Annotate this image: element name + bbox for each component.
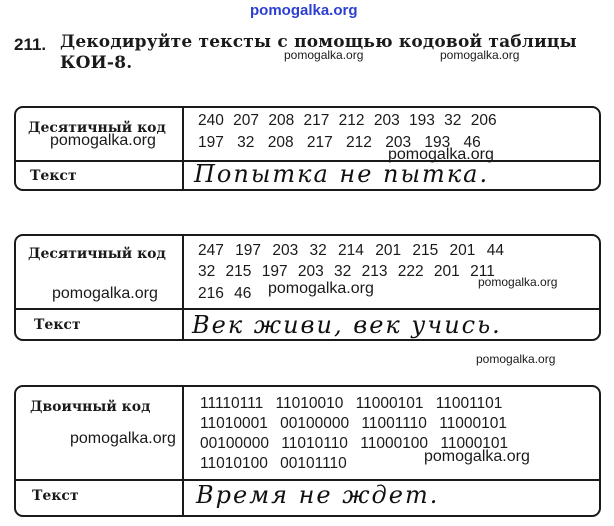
code-row: 11010100 00101110	[200, 455, 347, 472]
code-row: 240 207 208 217 212 203 193 32 206	[198, 112, 497, 129]
text-label: Текст	[32, 488, 79, 504]
decimal-code-header: Десятичный код	[28, 246, 166, 262]
watermark: pomogalka.org	[424, 448, 530, 465]
watermark: pomogalka.org	[284, 48, 364, 62]
code-row: 11110111 11010010 11000101 11001101	[200, 395, 503, 412]
task-instruction-cont: КОИ-8.	[60, 53, 133, 73]
task-instruction: Декодируйте тексты с помощью кодовой таблицы	[60, 32, 577, 52]
binary-code-header: Двоичный код	[30, 399, 151, 415]
column-divider	[182, 108, 184, 189]
watermark: pomogalka.org	[478, 275, 558, 289]
watermark: pomogalka.org	[440, 48, 520, 62]
code-row: 247 197 203 32 214 201 215 201 44	[198, 242, 504, 259]
code-row: 197 32 208 217 212 203 193 46	[198, 134, 481, 151]
code-row: 11010001 00100000 11001110 11000101	[200, 415, 508, 432]
watermark: pomogalka.org	[52, 285, 158, 302]
handwritten-answer: Время не ждет.	[196, 481, 440, 509]
watermark: pomogalka.org	[476, 352, 556, 366]
text-label: Текст	[30, 168, 77, 184]
code-row: 216 46	[198, 285, 252, 302]
watermark: pomogalka.org	[388, 146, 494, 163]
column-divider	[182, 387, 184, 515]
row-divider	[16, 308, 599, 310]
watermark: pomogalka.org	[70, 430, 176, 447]
task-number: 211.	[14, 35, 47, 54]
watermark: pomogalka.org	[50, 132, 156, 149]
decimal-code-header: Десятичный код	[28, 120, 166, 136]
text-label: Текст	[34, 317, 81, 333]
handwritten-answer: Попытка не пытка.	[194, 160, 490, 188]
column-divider	[182, 236, 184, 339]
handwritten-answer: Век живи, век учись.	[192, 311, 502, 339]
code-row: 32 215 197 203 32 213 222 201 211	[198, 263, 495, 280]
binary-codes	[200, 395, 600, 479]
code-row: 00100000 11010110 11000100 11000101	[200, 435, 509, 452]
watermark-top: pomogalka.org	[250, 2, 358, 19]
watermark: pomogalka.org	[268, 280, 374, 297]
